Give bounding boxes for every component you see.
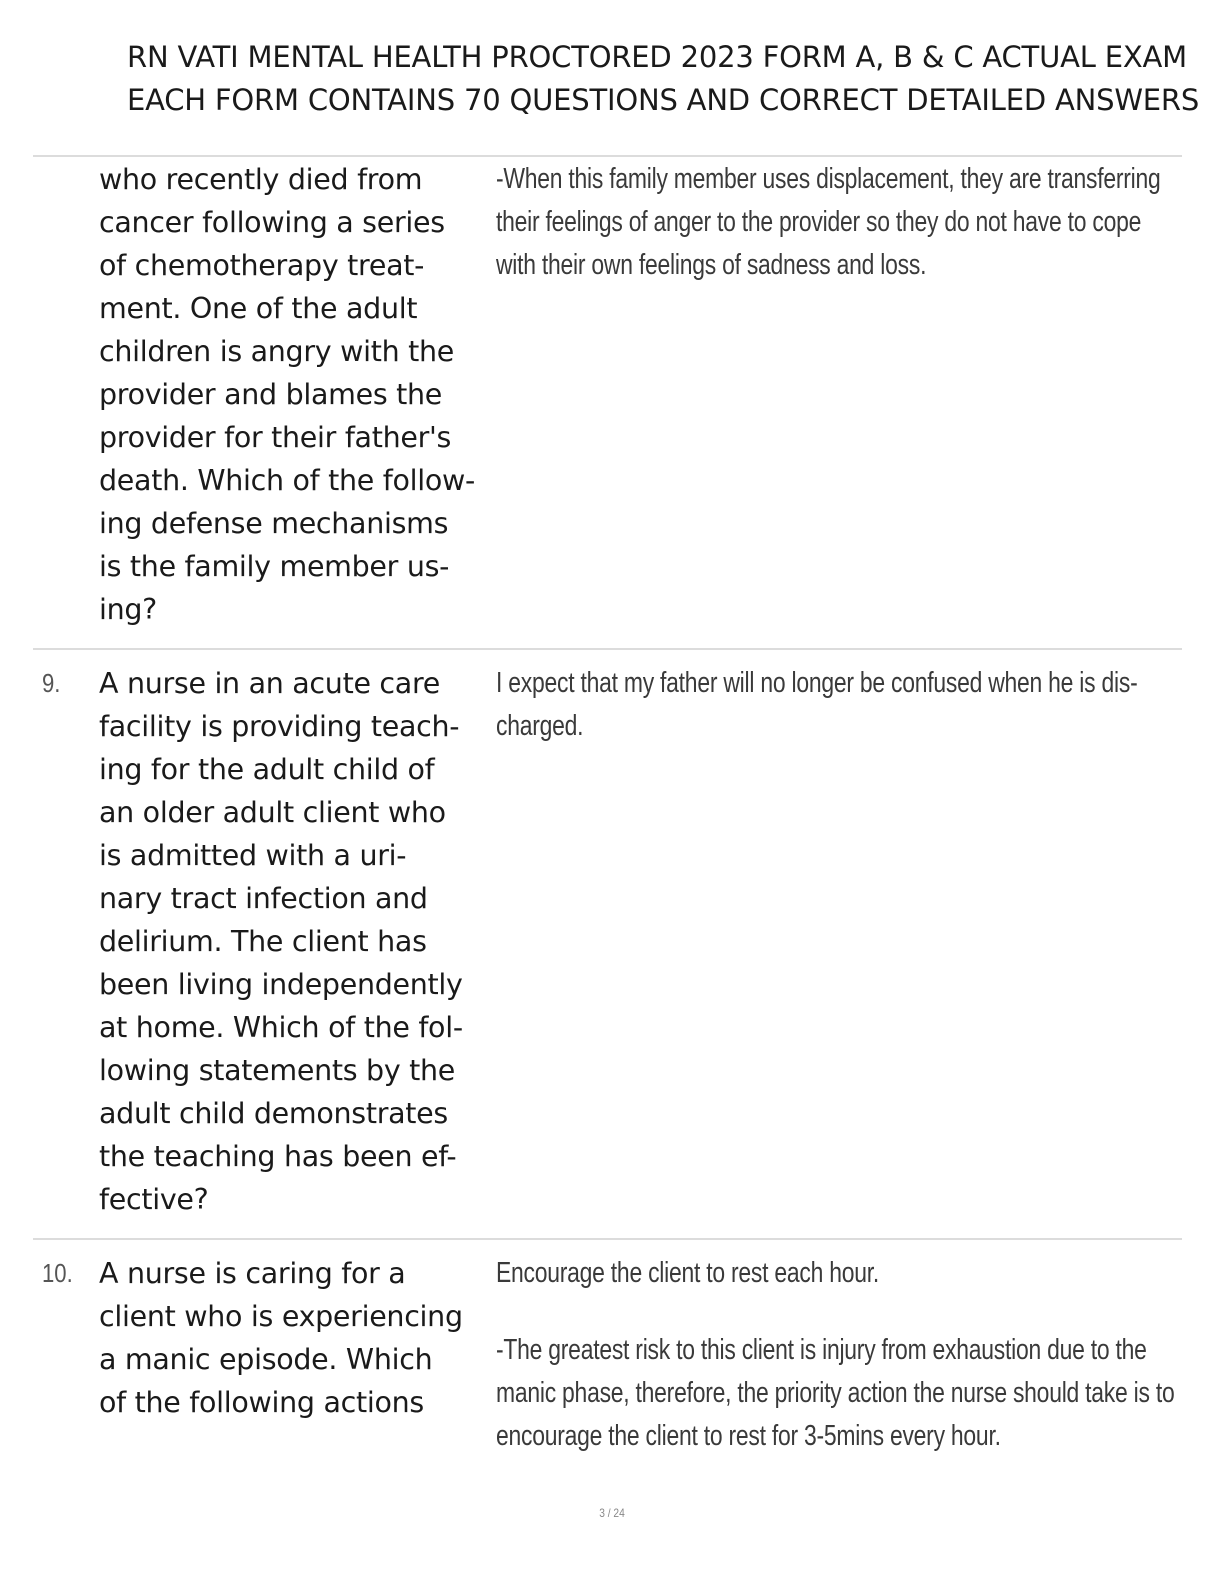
- question-8-text: [99, 158, 494, 631]
- question-line: who recently died from: [99, 163, 423, 196]
- header-line-1: RN VATI MENTAL HEALTH PROCTORED 2023 FORM A, B & C ACTUAL EXAM: [127, 40, 1187, 74]
- question-line: cancer following a series: [99, 206, 445, 239]
- answer-line: I expect that my father will no longer be confused when he is dis-: [496, 667, 1138, 699]
- answer-8-text: [496, 158, 1161, 287]
- question-line: facility is providing teach-: [99, 710, 460, 743]
- question-line: fective?: [99, 1183, 209, 1216]
- answer-main: Encourage the client to rest each hour.: [496, 1257, 880, 1289]
- question-line: ing defense mechanisms: [99, 507, 449, 540]
- question-line: death. Which of the follow-: [99, 464, 475, 497]
- answer-line: charged.: [496, 710, 584, 742]
- question-line: ing for the adult child of: [99, 753, 435, 786]
- answer-9-text: [496, 662, 1138, 748]
- question-line: an older adult client who: [99, 796, 446, 829]
- answer-line: manic phase, therefore, the priority action the nurse should take is to: [496, 1377, 1175, 1409]
- question-line: ment. One of the adult: [99, 292, 418, 325]
- divider: [33, 155, 1182, 157]
- question-line: children is angry with the: [99, 335, 454, 368]
- question-line: A nurse is caring for a: [99, 1257, 406, 1290]
- question-line: A nurse in an acute care: [99, 667, 440, 700]
- question-10-text: [99, 1252, 494, 1424]
- question-line: of the following actions: [99, 1386, 424, 1419]
- question-line: lowing statements by the: [99, 1054, 456, 1087]
- question-9-number: 9.: [42, 668, 61, 698]
- answer-line: encourage the client to rest for 3-5mins every hour.: [496, 1420, 1001, 1452]
- divider: [33, 648, 1182, 650]
- question-line: a manic episode. Which: [99, 1343, 433, 1376]
- spacer: [496, 1295, 1049, 1329]
- question-line: of chemotherapy treat-: [99, 249, 425, 282]
- answer-line: -The greatest risk to this client is injury from exhaustion due to the: [496, 1334, 1147, 1366]
- answer-10-text: [496, 1252, 1175, 1458]
- answer-line: with their own feelings of sadness and loss.: [496, 249, 927, 281]
- question-line: ing?: [99, 593, 157, 626]
- question-line: client who is experiencing: [99, 1300, 463, 1333]
- question-line: the teaching has been ef-: [99, 1140, 457, 1173]
- document-header: [127, 36, 1224, 122]
- question-line: is admitted with a uri-: [99, 839, 407, 872]
- question-line: adult child demonstrates: [99, 1097, 448, 1130]
- question-line: delirium. The client has: [99, 925, 427, 958]
- question-10-number: 10.: [42, 1258, 73, 1288]
- question-line: provider and blames the: [99, 378, 443, 411]
- question-9-text: [99, 662, 494, 1221]
- question-line: is the family member us-: [99, 550, 450, 583]
- question-line: been living independently: [99, 968, 463, 1001]
- answer-line: -When this family member uses displacement, they are transferring: [496, 163, 1161, 195]
- divider: [33, 1238, 1182, 1240]
- question-line: provider for their father's: [99, 421, 452, 454]
- page-number: 3 / 24: [599, 1506, 625, 1520]
- answer-line: their feelings of anger to the provider so they do not have to cope: [496, 206, 1142, 238]
- question-line: at home. Which of the fol-: [99, 1011, 463, 1044]
- question-line: nary tract infection and: [99, 882, 428, 915]
- header-line-2: EACH FORM CONTAINS 70 QUESTIONS AND CORRECT DETAILED ANSWERS: [127, 83, 1200, 117]
